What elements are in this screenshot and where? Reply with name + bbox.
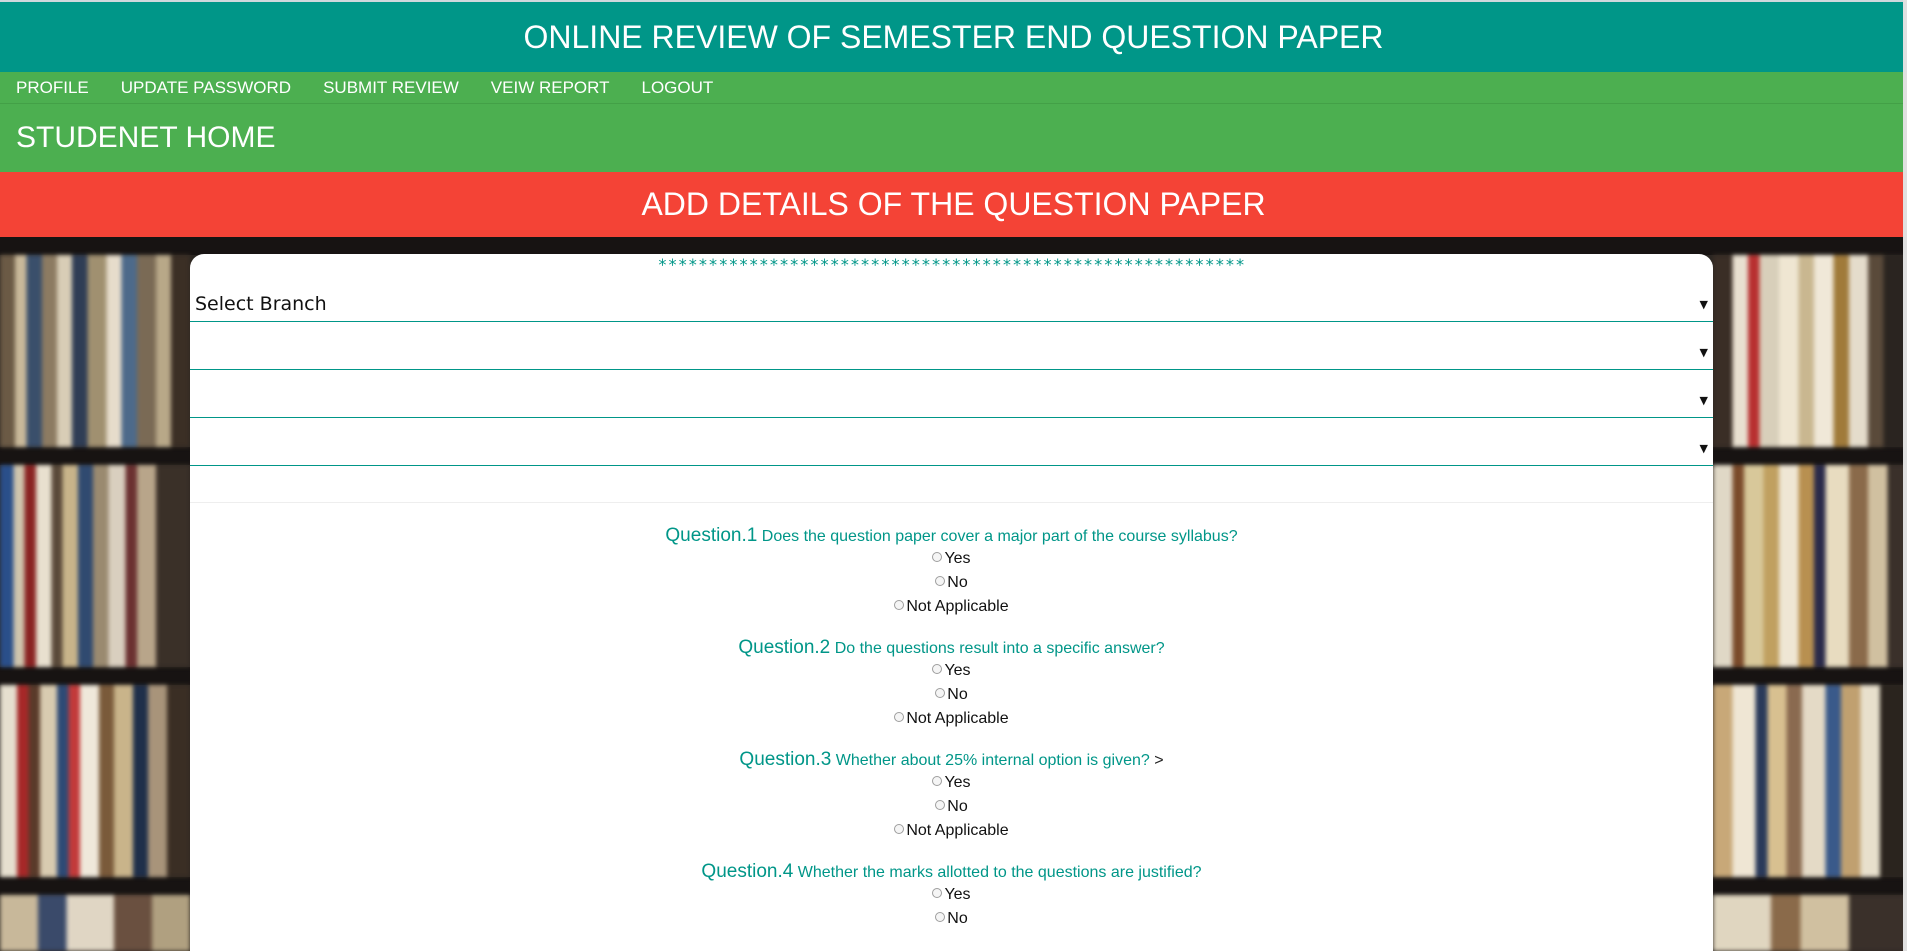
question-number: Question.4 bbox=[701, 861, 794, 882]
question-extra: > bbox=[1154, 752, 1164, 769]
question-text: Does the question paper cover a major part of the course syllabus? bbox=[761, 528, 1238, 545]
radio-button[interactable] bbox=[932, 552, 942, 562]
question-text: Whether the marks allotted to the questions are justified? bbox=[797, 864, 1202, 881]
question-text: Whether about 25% internal option is given? bbox=[835, 752, 1150, 769]
option-label: Yes bbox=[944, 886, 971, 903]
nav-profile[interactable]: PROFILE bbox=[16, 77, 89, 97]
branch-select[interactable] bbox=[190, 274, 1713, 322]
option-yes[interactable] bbox=[190, 771, 1713, 795]
option-label: No bbox=[947, 686, 968, 703]
question-heading bbox=[190, 525, 1713, 547]
radio-button[interactable] bbox=[935, 576, 945, 586]
radio-button[interactable] bbox=[894, 712, 904, 722]
select-2[interactable] bbox=[190, 322, 1713, 370]
option-no[interactable] bbox=[190, 907, 1713, 931]
option-yes[interactable] bbox=[190, 659, 1713, 683]
question-number: Question.2 bbox=[738, 637, 831, 658]
option-yes[interactable] bbox=[190, 547, 1713, 571]
option-label: Not Applicable bbox=[906, 710, 1009, 727]
radio-button[interactable] bbox=[894, 824, 904, 834]
question-heading bbox=[190, 637, 1713, 659]
page-scrollbar[interactable] bbox=[1903, 0, 1907, 951]
question-block bbox=[190, 861, 1713, 931]
option-yes[interactable] bbox=[190, 883, 1713, 907]
question-block bbox=[190, 637, 1713, 731]
nav-bar bbox=[0, 72, 1907, 104]
option-not-applicable[interactable] bbox=[190, 707, 1713, 731]
question-heading bbox=[190, 861, 1713, 883]
nav-logout[interactable]: LOGOUT bbox=[641, 77, 714, 97]
option-no[interactable] bbox=[190, 683, 1713, 707]
home-bar bbox=[0, 104, 1907, 172]
option-label: Not Applicable bbox=[906, 822, 1009, 839]
radio-button[interactable] bbox=[894, 600, 904, 610]
nav-view-report[interactable]: VEIW REPORT bbox=[490, 77, 610, 97]
branch-select-value: Select Branch bbox=[195, 293, 327, 315]
radio-button[interactable] bbox=[932, 664, 942, 674]
nav-update-password[interactable]: UPDATE PASSWORD bbox=[120, 77, 292, 97]
page-title: STUDENET HOME bbox=[16, 121, 276, 154]
option-label: Yes bbox=[944, 774, 971, 791]
question-block bbox=[190, 525, 1713, 619]
option-not-applicable[interactable] bbox=[190, 595, 1713, 619]
select-4[interactable] bbox=[190, 418, 1713, 466]
option-label: No bbox=[947, 798, 968, 815]
app-title: ONLINE REVIEW OF SEMESTER END QUESTION PAPER bbox=[523, 18, 1384, 55]
radio-button[interactable] bbox=[932, 888, 942, 898]
question-number: Question.3 bbox=[739, 749, 832, 770]
radio-button[interactable] bbox=[935, 800, 945, 810]
form-spacer bbox=[190, 466, 1713, 503]
section-title: ADD DETAILS OF THE QUESTION PAPER bbox=[641, 186, 1266, 222]
radio-button[interactable] bbox=[935, 688, 945, 698]
option-label: No bbox=[947, 574, 968, 591]
question-text: Do the questions result into a specific answer? bbox=[834, 640, 1165, 657]
select-3[interactable] bbox=[190, 370, 1713, 418]
option-not-applicable[interactable] bbox=[190, 819, 1713, 843]
section-banner bbox=[0, 172, 1907, 237]
chevron-down-icon: ▼ bbox=[1699, 346, 1708, 359]
chevron-down-icon: ▼ bbox=[1699, 298, 1708, 311]
chevron-down-icon: ▼ bbox=[1699, 442, 1708, 455]
radio-button[interactable] bbox=[932, 776, 942, 786]
question-block bbox=[190, 749, 1713, 843]
chevron-down-icon: ▼ bbox=[1699, 394, 1708, 407]
app-title-bar bbox=[0, 0, 1907, 72]
option-no[interactable] bbox=[190, 571, 1713, 595]
option-label: Yes bbox=[944, 550, 971, 567]
radio-button[interactable] bbox=[935, 912, 945, 922]
option-label: Not Applicable bbox=[906, 598, 1009, 615]
nav-submit-review[interactable]: SUBMIT REVIEW bbox=[323, 77, 459, 97]
question-number: Question.1 bbox=[665, 525, 758, 546]
option-no[interactable] bbox=[190, 795, 1713, 819]
review-form-panel bbox=[190, 254, 1713, 951]
form-divider: ********************************************************** bbox=[657, 256, 1246, 274]
option-label: Yes bbox=[944, 662, 971, 679]
option-label: No bbox=[947, 910, 968, 927]
question-heading bbox=[190, 749, 1713, 771]
